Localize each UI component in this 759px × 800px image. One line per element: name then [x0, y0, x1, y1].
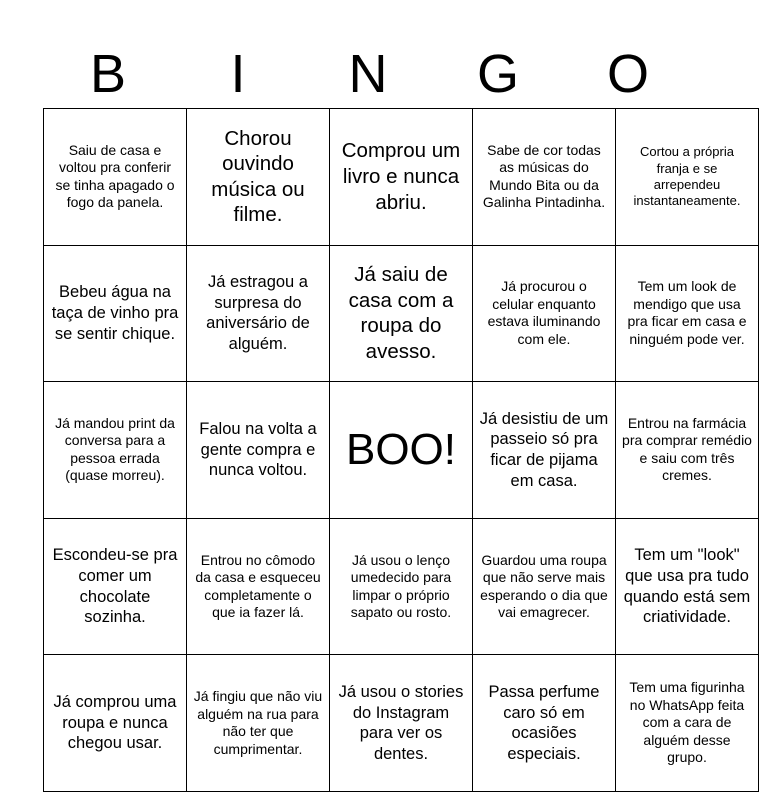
grid-row-3 [44, 382, 759, 519]
grid-row-2 [44, 245, 759, 382]
header-letter-o: O [606, 44, 649, 104]
grid-row-4 [44, 518, 759, 655]
bingo-cell[interactable]: Passa perfume caro só em ocasiões especiais. [473, 655, 616, 792]
bingo-cell[interactable]: Comprou um livro e nunca abriu. [330, 109, 473, 246]
header-letter-b: B [89, 44, 127, 104]
bingo-cell[interactable]: Bebeu água na taça de vinho pra se sentir chique. [44, 245, 187, 382]
grid-row-5 [44, 655, 759, 792]
bingo-cell[interactable]: Escondeu-se pra comer um chocolate sozinha. [44, 518, 187, 655]
bingo-cell[interactable]: Já fingiu que não viu alguém na rua para não ter que cumprimentar. [187, 655, 330, 792]
bingo-header [43, 40, 693, 108]
bingo-grid [43, 108, 759, 792]
bingo-cell[interactable]: Já procurou o celular enquanto estava iluminando com ele. [473, 245, 616, 382]
bingo-cell[interactable]: Já comprou uma roupa e nunca chegou usar. [44, 655, 187, 792]
bingo-cell[interactable]: Já usou o lenço umedecido para limpar o próprio sapato ou rosto. [330, 518, 473, 655]
header-letter-i: I [230, 44, 246, 104]
bingo-cell[interactable]: Cortou a própria franja e se arrependeu instantaneamente. [616, 109, 759, 246]
free-space-cell[interactable]: BOO! [330, 382, 473, 519]
bingo-cell[interactable]: Entrou na farmácia pra comprar remédio e saiu com três cremes. [616, 382, 759, 519]
bingo-cell[interactable]: Sabe de cor todas as músicas do Mundo Bita ou da Galinha Pintadinha. [473, 109, 616, 246]
bingo-cell[interactable]: Saiu de casa e voltou pra conferir se tinha apagado o fogo da panela. [44, 109, 187, 246]
bingo-cell[interactable]: Já mandou print da conversa para a pessoa errada (quase morreu). [44, 382, 187, 519]
grid-row-1 [44, 109, 759, 246]
bingo-cell[interactable]: Tem um look de mendigo que usa pra ficar em casa e ninguém pode ver. [616, 245, 759, 382]
bingo-cell[interactable]: Já desistiu de um passeio só pra ficar de pijama em casa. [473, 382, 616, 519]
bingo-cell[interactable]: Guardou uma roupa que não serve mais esperando o dia que vai emagrecer. [473, 518, 616, 655]
bingo-cell[interactable]: Já saiu de casa com a roupa do avesso. [330, 245, 473, 382]
bingo-cell[interactable]: Já estragou a surpresa do aniversário de alguém. [187, 245, 330, 382]
bingo-cell[interactable]: Falou na volta a gente compra e nunca voltou. [187, 382, 330, 519]
bingo-cell[interactable]: Já usou o stories do Instagram para ver os dentes. [330, 655, 473, 792]
header-letter-n: N [348, 44, 388, 104]
bingo-cell[interactable]: Entrou no cômodo da casa e esqueceu completamente o que ia fazer lá. [187, 518, 330, 655]
header-letter-g: G [476, 44, 519, 104]
bingo-cell[interactable]: Chorou ouvindo música ou filme. [187, 109, 330, 246]
bingo-cell[interactable]: Tem um "look" que usa pra tudo quando está sem criatividade. [616, 518, 759, 655]
bingo-cell[interactable]: Tem uma figurinha no WhatsApp feita com a cara de alguém desse grupo. [616, 655, 759, 792]
